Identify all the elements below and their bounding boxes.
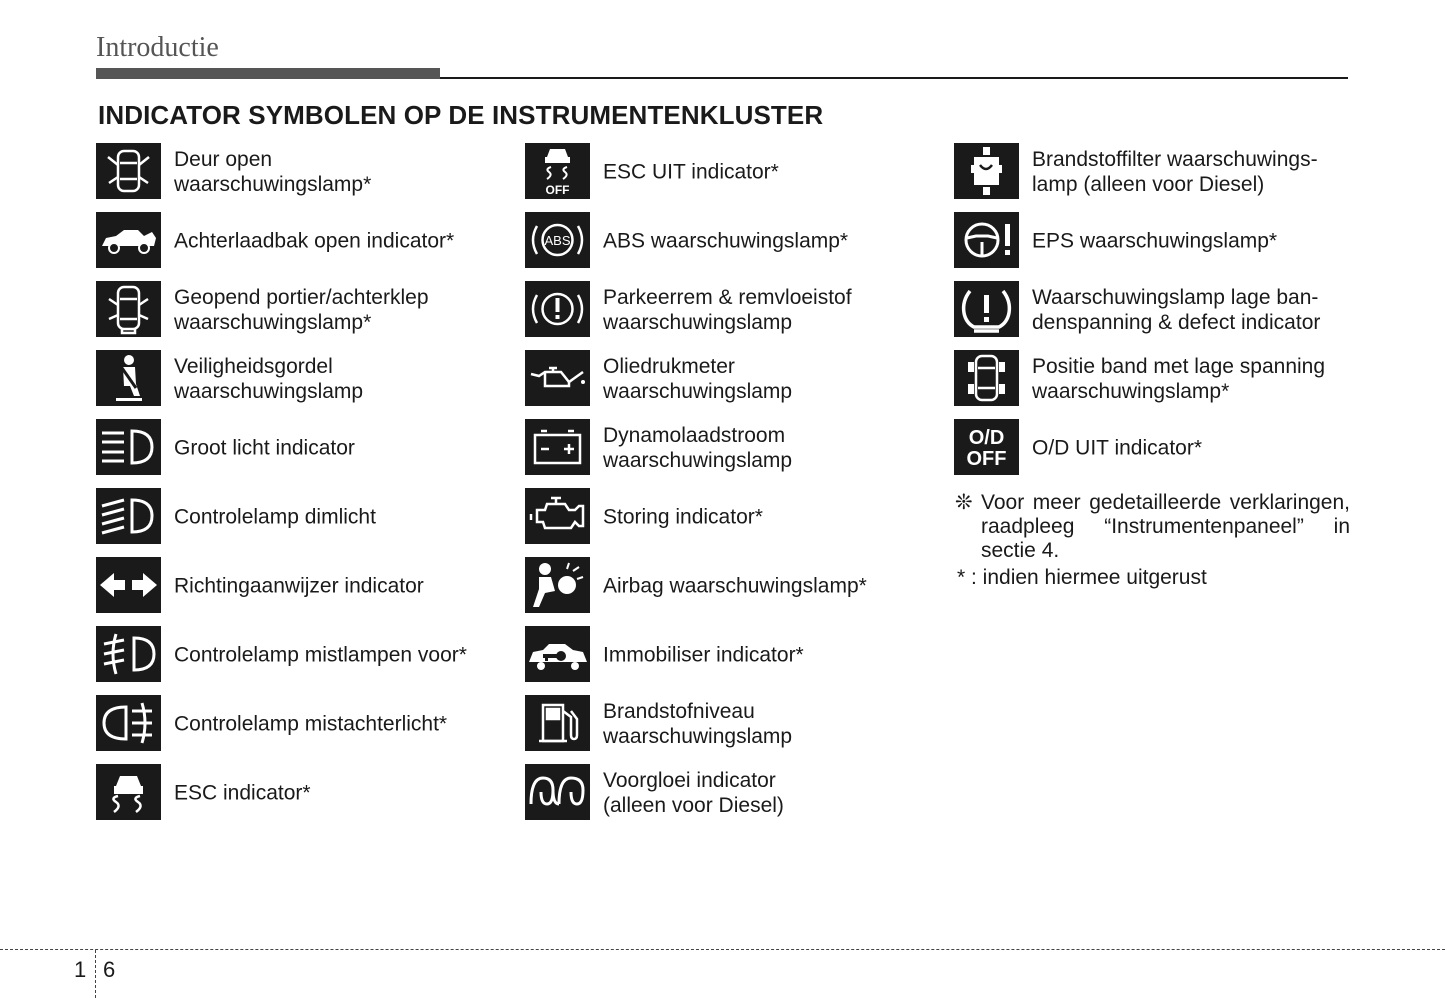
battery-icon — [525, 419, 590, 475]
indicator-item — [525, 419, 945, 476]
note-block — [955, 491, 1350, 563]
brake-icon — [525, 281, 590, 337]
abs-icon — [525, 212, 590, 268]
indicator-item — [525, 350, 945, 407]
note-symbol: ❊ — [955, 491, 973, 514]
oil-pressure-icon — [525, 350, 590, 406]
indicator-item — [96, 626, 516, 683]
indicator-item — [525, 695, 945, 752]
indicator-label: Controlelamp mistlampen voor* — [174, 643, 467, 666]
indicator-label: Voorgloei indicator (alleen voor Diesel) — [603, 768, 784, 817]
page-number-page: 6 — [103, 957, 116, 982]
page-number-divider — [95, 950, 96, 998]
indicator-item — [96, 557, 516, 614]
header-rule-thin — [440, 77, 1348, 79]
indicator-label: Controlelamp dimlicht — [174, 505, 376, 528]
indicator-item — [954, 281, 1374, 338]
indicator-label: Brandstoffilter waarschuwings- lamp (alleen voor Diesel) — [1032, 147, 1318, 196]
door-tailgate-icon — [96, 281, 161, 337]
high-beam-icon — [96, 419, 161, 475]
rear-fog-icon — [96, 695, 161, 751]
indicator-item — [96, 695, 516, 752]
indicator-item — [954, 212, 1374, 269]
note-text: Voor meer gedetailleerde verklaringen, raadpleeg “Instrumentenpaneel” in sectie 4. — [981, 491, 1350, 562]
indicator-label: ESC indicator* — [174, 781, 311, 804]
indicator-label: EPS waarschuwingslamp* — [1032, 229, 1278, 252]
page-title: INDICATOR SYMBOLEN OP DE INSTRUMENTENKLUSTER — [98, 100, 824, 130]
turn-signal-icon — [96, 557, 161, 613]
indicator-item — [96, 488, 516, 545]
footer-divider — [0, 949, 1445, 950]
indicator-item — [525, 488, 945, 545]
section-title: Introductie — [96, 32, 219, 63]
indicator-item — [96, 350, 516, 407]
indicator-item — [96, 419, 516, 476]
low-beam-icon — [96, 488, 161, 544]
indicator-label: Groot licht indicator — [174, 436, 355, 459]
glow-plug-icon — [525, 764, 590, 820]
indicator-label: Airbag waarschuwingslamp* — [603, 574, 867, 597]
indicator-item — [954, 143, 1374, 200]
indicator-label: Dynamolaadstroom waarschuwingslamp — [603, 423, 793, 472]
footnote: * : indien hiermee uitgerust — [957, 566, 1207, 589]
indicator-label: Immobiliser indicator* — [603, 643, 804, 666]
indicator-item — [525, 557, 945, 614]
fuel-level-icon — [525, 695, 590, 751]
eps-icon — [954, 212, 1019, 268]
indicator-item — [954, 350, 1374, 407]
fuel-filter-icon — [954, 143, 1019, 199]
seatbelt-icon — [96, 350, 161, 406]
tpms-icon — [954, 281, 1019, 337]
indicator-label: O/D UIT indicator* — [1032, 436, 1202, 459]
indicator-label: Deur open waarschuwingslamp* — [174, 147, 372, 196]
note-row — [955, 491, 1350, 563]
indicator-item — [525, 764, 945, 821]
indicator-label: Geopend portier/achterklep waarschuwingslamp* — [174, 285, 429, 334]
indicator-label: Veiligheidsgordel waarschuwingslamp — [174, 354, 364, 403]
indicator-item — [96, 764, 516, 821]
indicator-label: Positie band met lage spanning waarschuwingslamp* — [1032, 354, 1326, 403]
indicator-label: Waarschuwingslamp lage ban- denspanning & defect indicator — [1032, 285, 1321, 334]
tire-position-icon — [954, 350, 1019, 406]
indicator-item — [525, 212, 945, 269]
indicator-item — [96, 212, 516, 269]
indicator-item — [525, 143, 945, 200]
indicator-item — [96, 143, 516, 200]
esc-off-icon — [525, 143, 590, 199]
od-off-icon — [954, 419, 1019, 475]
indicator-label: ESC UIT indicator* — [603, 160, 779, 183]
esc-icon — [96, 764, 161, 820]
page-number-chapter: 1 — [74, 957, 87, 982]
indicator-label: Controlelamp mistachterlicht* — [174, 712, 448, 735]
front-fog-icon — [96, 626, 161, 682]
indicator-item — [525, 626, 945, 683]
esc-off-badge: OFF — [545, 183, 570, 197]
indicator-label: Parkeerrem & remvloeistof waarschuwingslamp — [603, 285, 852, 334]
indicator-item — [525, 281, 945, 338]
indicator-label: Achterlaadbak open indicator* — [174, 229, 455, 252]
door-open-icon — [96, 143, 161, 199]
indicator-item — [954, 419, 1374, 476]
abs-badge: ABS — [544, 233, 571, 248]
indicator-label: ABS waarschuwingslamp* — [603, 229, 849, 252]
check-engine-icon — [525, 488, 590, 544]
header-rule-thick — [96, 68, 440, 79]
immobiliser-icon — [525, 626, 590, 682]
indicator-item — [96, 281, 516, 338]
od-badge-top: O/D — [968, 427, 1005, 449]
indicator-label: Oliedrukmeter waarschuwingslamp — [603, 354, 793, 403]
indicator-label: Brandstofniveau waarschuwingslamp — [603, 699, 793, 748]
trunk-open-icon — [96, 212, 161, 268]
airbag-icon — [525, 557, 590, 613]
indicator-label: Richtingaanwijzer indicator — [174, 574, 424, 597]
od-badge-bottom: OFF — [966, 448, 1007, 470]
indicator-label: Storing indicator* — [603, 505, 763, 528]
